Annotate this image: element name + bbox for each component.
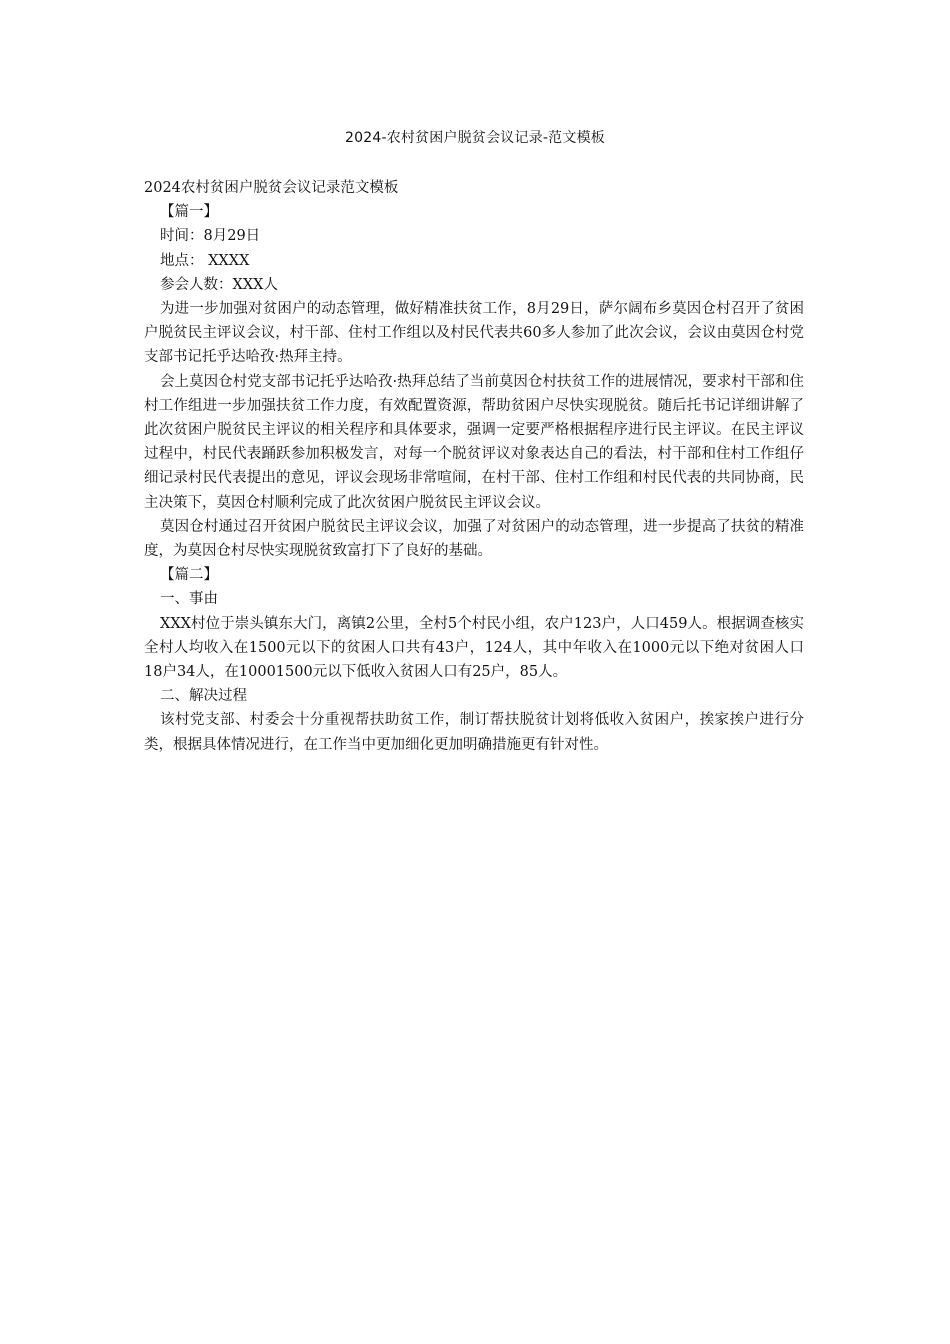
- meeting-time: 时间：8月29日: [160, 228, 261, 245]
- part2-heading: 【篇二】: [160, 567, 218, 584]
- document-body: [144, 176, 804, 757]
- part1-paragraph: 为进一步加强对贫困户的动态管理，做好精准扶贫工作，8月29日，萨尔阔布乡莫因仓村召开了贫困户脱贫民主评议会议，村干部、住村工作组以及村民代表共60多人参加了此次会议，会议由莫因仓村党支部书记托乎达哈孜·热拜主持。: [144, 301, 804, 366]
- meeting-attendees: 参会人数：XXX人: [160, 276, 278, 293]
- section2-title: 二、解决过程: [160, 688, 247, 705]
- meeting-place: 地点： XXXX: [160, 252, 250, 269]
- section1-text: XXX村位于崇头镇东大门，离镇2公里，全村5个村民小组，农户123户，人口459人。根据调查核实全村人均收入在1500元以下的贫困人口共有43户，124人，其中年收入在1000元以下绝对贫困人口18户34人，在10001500元以下低收入贫困人口有25户，85人。: [144, 615, 804, 681]
- part1-paragraph: 莫因仓村通过召开贫困户脱贫民主评议会议，加强了对贫困户的动态管理，进一步提高了扶贫的精准度，为莫因仓村尽快实现脱贫致富打下了良好的基础。: [144, 518, 804, 560]
- section1-title: 一、事由: [160, 591, 218, 608]
- part1-paragraph: 会上莫因仓村党支部书记托乎达哈孜·热拜总结了当前莫因仓村扶贫工作的进展情况，要求村干部和住村工作组进一步加强扶贫工作力度，有效配置资源，帮助贫困户尽快实现脱贫。随后托书记详细讲解了此次贫困户脱贫民主评议的相关程序和具体要求，强调一定要严格根据程序进行民主评议。在民主评议过程中，村民代表踊跃参加积极发言，对每一个脱贫评议对象表达自己的看法，村干部和住村工作组仔细记录村民代表提出的意见，评议会现场非常喧闹，在村干部、住村工作组和村民代表的共同协商，民主决策下，莫因仓村顺利完成了此次贫困户脱贫民主评议会议。: [144, 373, 804, 511]
- document-subtitle: 2024农村贫困户脱贫会议记录范文模板: [144, 180, 399, 196]
- part1-heading: 【篇一】: [160, 204, 218, 221]
- section2-text: 该村党支部、村委会十分重视帮扶助贫工作，制订帮扶脱贫计划将低收入贫困户，挨家挨户进行分类，根据具体情况进行，在工作当中更加细化更加明确措施更有针对性。: [144, 712, 804, 753]
- document-title: 2024-农村贫困户脱贫会议记录-范文模板: [345, 130, 605, 146]
